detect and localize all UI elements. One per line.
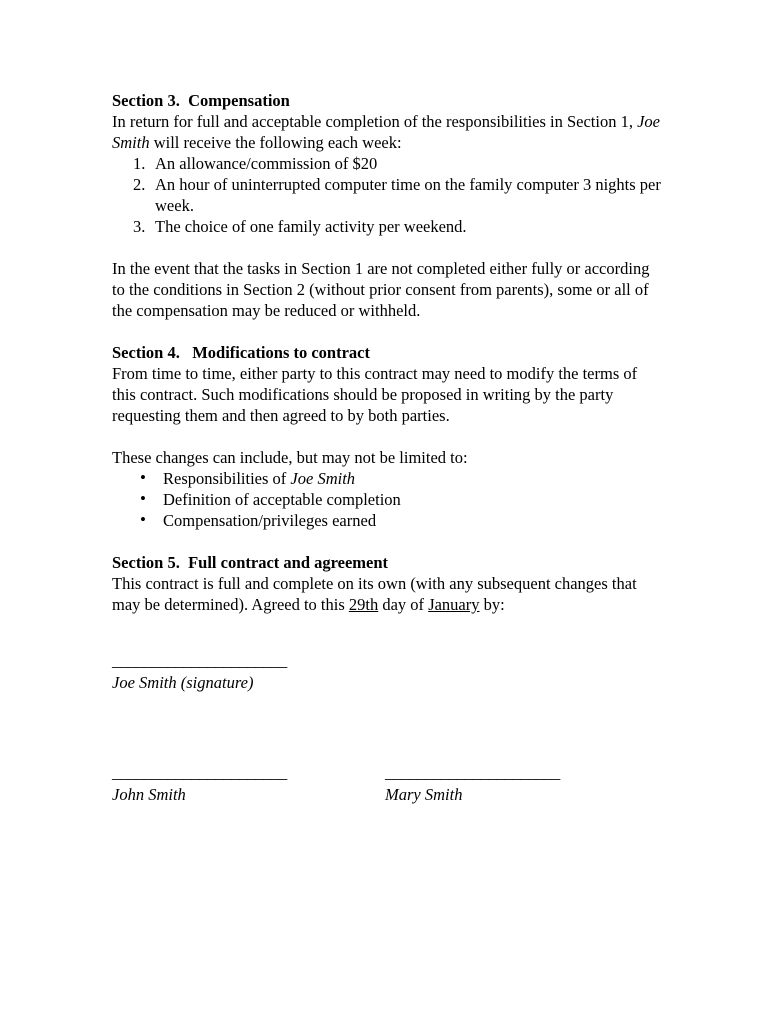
signature-column-john-smith (112, 762, 392, 805)
list-item (112, 153, 664, 174)
bullet-icon: • (140, 489, 146, 508)
list-item-text: Compensation/privileges earned (163, 511, 377, 530)
section-4-paragraph: From time to time, either party to this contract may need to modify the terms of this contract. Such modifications should be proposed in writing by the party requesting them and then agreed to by both parties. (112, 364, 638, 425)
section-5-text-part1: This contract is full and complete on its own (with any subsequent changes that may be determined). Agreed to this (112, 574, 637, 614)
paragraph-spacer (112, 531, 664, 552)
list-item (112, 174, 664, 216)
signature-line[interactable]: ______________________ (385, 763, 560, 782)
list-item-text: The choice of one family activity per weekend. (155, 217, 467, 236)
section-5-text-part2: day of (378, 595, 429, 614)
changes-bullet-list (112, 468, 664, 531)
bullet-icon: • (140, 510, 146, 529)
section-5-paragraph (112, 573, 664, 615)
section-4-heading: Section 4. Modifications to contract (112, 343, 370, 362)
list-marker: 2. (133, 175, 146, 194)
list-item-text: Definition of acceptable completion (163, 490, 401, 509)
signature-label-mary-smith: Mary Smith (385, 785, 463, 804)
list-item-text: An allowance/commission of $20 (155, 154, 378, 173)
signature-line[interactable]: ______________________ (112, 763, 287, 782)
paragraph-spacer (112, 321, 664, 342)
signature-column-mary-smith (385, 762, 665, 805)
list-marker: 1. (133, 154, 146, 173)
signature-label-joe-smith: Joe Smith (signature) (112, 673, 254, 692)
section-4-changes-intro: These changes can include, but may not be limited to: (112, 448, 468, 467)
section-5-heading: Section 5. Full contract and agreement (112, 553, 389, 572)
compensation-list (112, 153, 664, 237)
list-item (112, 216, 664, 237)
list-item-text: An hour of uninterrupted computer time on the family computer 3 nights per week. (155, 175, 661, 215)
party-name-joe-smith: Joe Smith (112, 112, 661, 152)
signature-block-witnesses (112, 762, 672, 808)
list-item (112, 468, 664, 489)
document-body (112, 90, 664, 615)
bullet-icon: • (140, 468, 146, 487)
agreement-day-value: 29th (348, 595, 379, 614)
signature-line[interactable]: ______________________ (112, 651, 287, 670)
paragraph-spacer (112, 426, 664, 447)
section-3-intro (112, 111, 664, 153)
list-item (112, 510, 664, 531)
list-item-text: Responsibilities of (163, 469, 291, 488)
list-item (112, 489, 664, 510)
section-3-heading: Section 3. Compensation (112, 91, 290, 110)
paragraph-spacer (112, 237, 664, 258)
signature-label-john-smith: John Smith (112, 785, 186, 804)
section-3-intro-line2-prefix: 1, (620, 112, 638, 131)
party-name-joe-smith: Joe Smith (290, 469, 356, 488)
section-3-intro-line2-suffix: will receive the following each week: (149, 133, 402, 152)
section-3-paragraph: In the event that the tasks in Section 1 are not completed either fully or according to the conditions in Section 2 (without prior consent from parents), some or all of the compensation may be reduced or withheld. (112, 259, 650, 320)
signature-block-primary (112, 650, 672, 693)
signature-row (112, 762, 672, 808)
section-3-intro-line1: In return for full and acceptable completion of the responsibilities in Section (112, 112, 617, 131)
list-marker: 3. (133, 217, 146, 236)
section-5-text-part3: by: (479, 595, 505, 614)
agreement-month-value: January (428, 595, 480, 614)
